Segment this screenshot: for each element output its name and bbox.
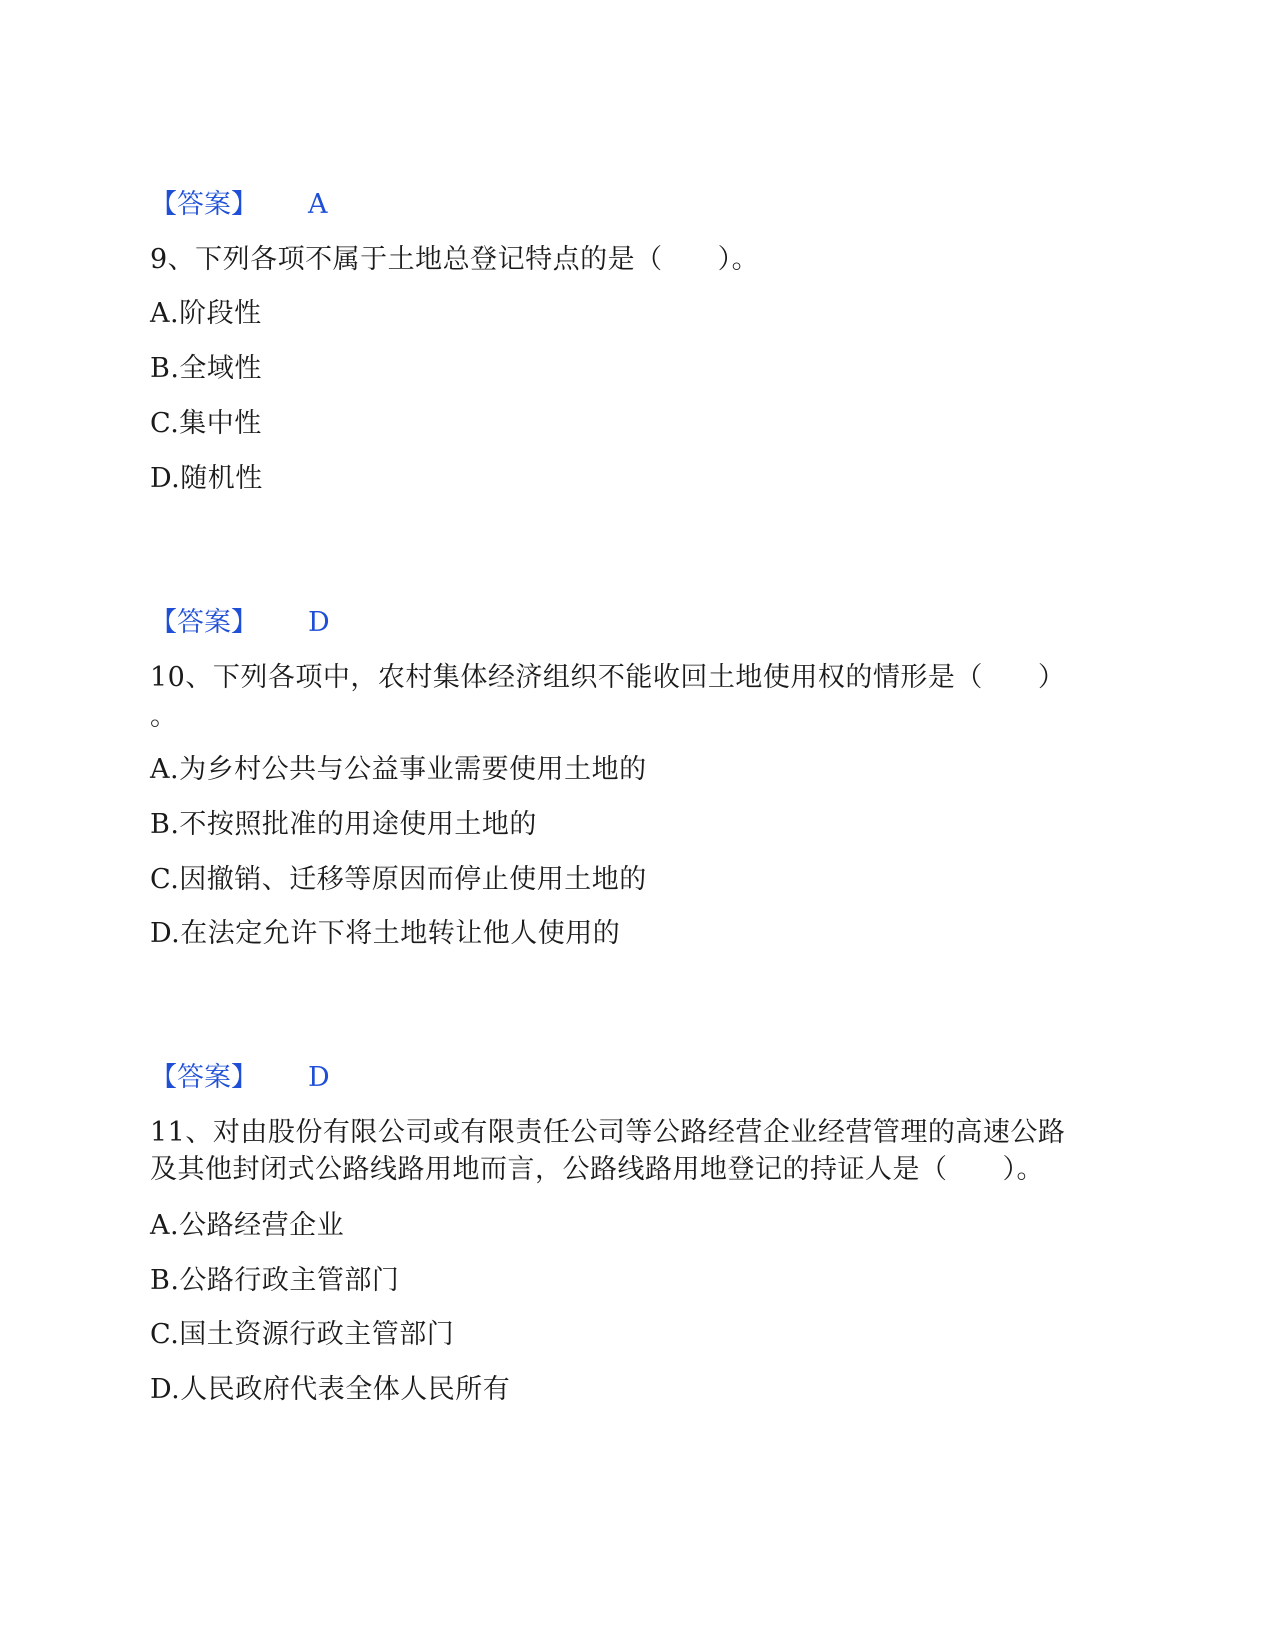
answer-value: D [308,1062,330,1093]
question-text-continued: 。 [150,701,178,732]
answer-value: D [308,607,330,638]
option-b: B.公路行政主管部门 [150,1265,400,1296]
answer-label: 【答案】 [150,607,258,638]
option-a: A.为乡村公共与公益事业需要使用土地的 [150,754,647,785]
answer-label: 【答案】 [150,1062,258,1093]
option-a: A.公路经营企业 [150,1210,345,1241]
question-text-continued: 及其他封闭式公路线路用地而言，公路线路用地登记的持证人是（ ）。 [150,1154,1044,1185]
option-d: D.在法定允许下将土地转让他人使用的 [150,918,621,949]
answer-row [150,1061,410,1095]
option-b: B.全域性 [150,353,262,384]
option-d: D.随机性 [150,463,263,494]
answer-row [150,606,410,640]
question-text: 10、下列各项中，农村集体经济组织不能收回土地使用权的情形是（ ） [150,662,1066,693]
option-c: C.国土资源行政主管部门 [150,1319,455,1350]
option-b: B.不按照批准的用途使用土地的 [150,809,537,840]
option-c: C.集中性 [150,408,262,439]
answer-label: 【答案】 [150,189,258,220]
answer-value: A [308,189,328,220]
option-a: A.阶段性 [150,298,262,329]
question-text: 11、对由股份有限公司或有限责任公司等公路经营企业经营管理的高速公路 [150,1117,1066,1148]
question-text: 9、下列各项不属于土地总登记特点的是（ ）。 [150,244,760,275]
option-d: D.人民政府代表全体人民所有 [150,1374,511,1405]
option-c: C.因撤销、迁移等原因而停止使用土地的 [150,864,647,895]
answer-row [150,188,410,222]
